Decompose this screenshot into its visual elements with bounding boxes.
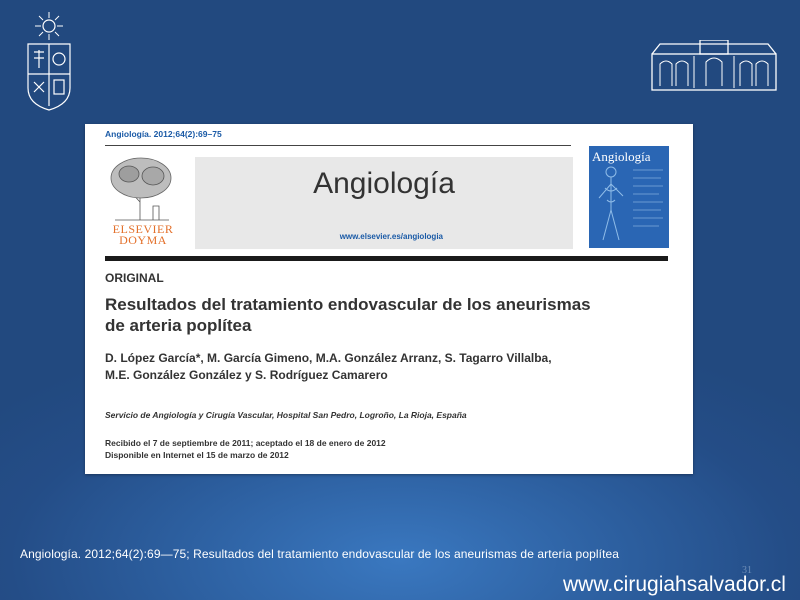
- elsevier-tree-icon: [107, 156, 177, 222]
- website-link[interactable]: www.cirugiahsalvador.cl: [563, 573, 786, 596]
- journal-banner: [195, 157, 573, 249]
- article-dates: Recibido el 7 de septiembre de 2011; aceptado el 18 de enero de 2012 Disponible en Internet el 15 de marzo de 2012: [105, 438, 386, 460]
- section-rule: [105, 256, 668, 261]
- section-label: ORIGINAL: [105, 271, 164, 285]
- slide-page-number: 31: [742, 565, 752, 576]
- article-page: [85, 124, 693, 474]
- journal-cover: [589, 146, 669, 248]
- building-facade-icon: [650, 40, 778, 92]
- article-affiliation: Servicio de Angiología y Cirugía Vascular, Hospital San Pedro, Logroño, La Rioja, España: [105, 410, 467, 420]
- article-citation: Angiología. 2012;64(2):69–75: [105, 129, 222, 139]
- university-crest-icon: [22, 8, 76, 112]
- journal-url: www.elsevier.es/angiologia: [339, 232, 443, 241]
- article-title: Resultados del tratamiento endovascular de los aneurismas de arteria poplítea: [105, 295, 591, 335]
- anatomy-figure-icon: [589, 160, 669, 248]
- slide-caption: Angiología. 2012;64(2):69—75; Resultados del tratamiento endovascular de los aneurismas de arteria poplítea: [20, 547, 620, 561]
- journal-title: Angiología: [313, 167, 455, 200]
- cover-title: Angiología: [592, 149, 651, 164]
- header-rule: [105, 145, 571, 146]
- publisher-wordmark: ELSEVIER DOYMA: [112, 222, 174, 247]
- article-authors: D. López García*, M. García Gimeno, M.A. González Arranz, S. Tagarro Villalba, M.E. González González y S. Rodríguez Camarero: [105, 351, 552, 382]
